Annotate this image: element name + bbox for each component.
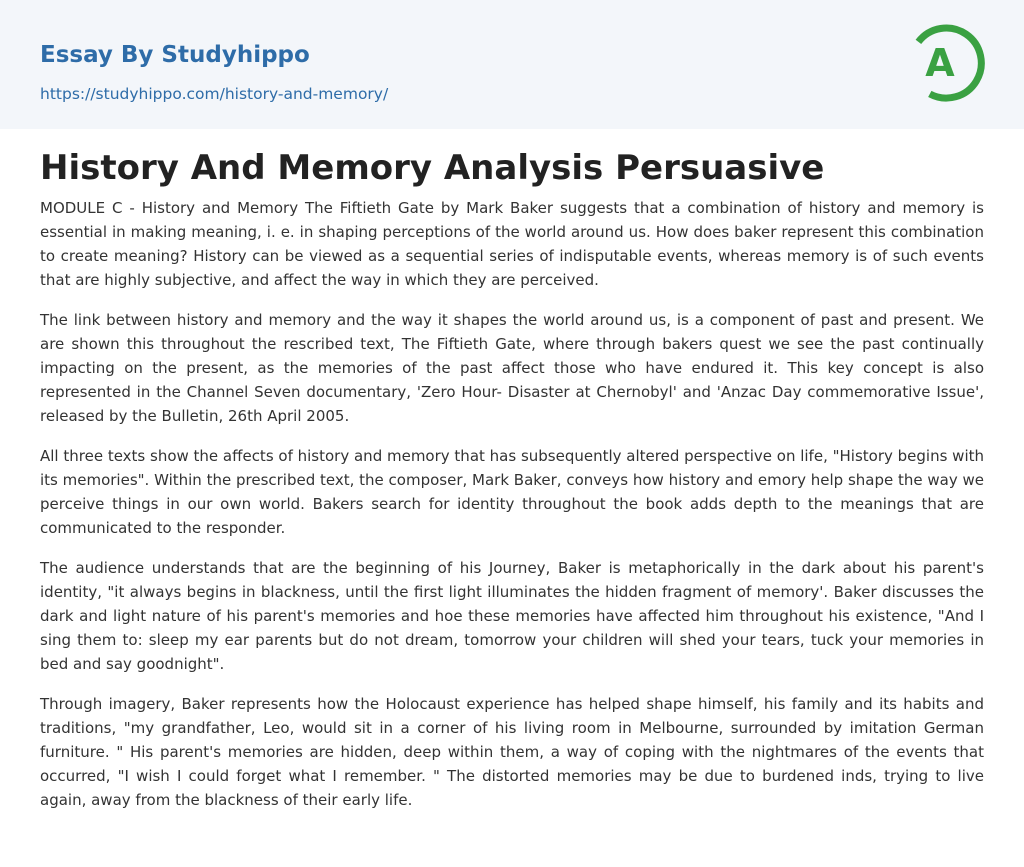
essay-title: History And Memory Analysis Persuasive: [40, 148, 825, 188]
studyhippo-logo-icon[interactable]: [913, 20, 985, 104]
essay-paragraph: The link between history and memory and the way it shapes the world around us, is a component of past and present. We are shown this throughout the rescribed text, The Fiftieth Gate, where through bakers quest we see the past continually impacting on the present, as the memories of the past affect those who have endured it. This key concept is also represented in the Channel Seven documentary, 'Zero Hour- Disaster at Chernobyl' and 'Anzac Day commemorative Issue', released by the Bulletin, 26th April 2005.: [40, 311, 984, 425]
brand-title[interactable]: Essay By Studyhippo: [40, 42, 310, 68]
essay-paragraph: The audience understands that are the beginning of his Journey, Baker is metaphorically in the dark about his parent's identity, "it always begins in blackness, until the first light illuminates the hidden fragment of memory'. Baker discusses the dark and light nature of his parent's memories and hoe these memories have affected him throughout his existence, "And I sing them to: sleep my ear parents but do not dream, tomorrow your children will shed your tears, tuck your memories in bed and say goodnight".: [40, 559, 984, 673]
essay-paragraph: MODULE C - History and Memory The Fiftieth Gate by Mark Baker suggests that a combination of history and memory is essential in making meaning, i. e. in shaping perceptions of the world around us. How does baker represent this combination to create meaning? History can be viewed as a sequential series of indisputable events, whereas memory is of such events that are highly subjective, and affect the way in which they are perceived.: [40, 199, 984, 289]
site-header: [0, 0, 1024, 129]
logo-letter: A: [925, 41, 955, 85]
essay-paragraph: Through imagery, Baker represents how the Holocaust experience has helped shape himself, his family and its habits and traditions, "my grandfather, Leo, would sit in a corner of his living room in Melbourne, surrounded by imitation German furniture. " His parent's memories are hidden, deep within them, a way of coping with the nightmares of the events that occurred, "I wish I could forget what I remember. " The distorted memories may be due to burdened inds, trying to live again, away from the blackness of their early life.: [40, 695, 984, 809]
source-url-link[interactable]: https://studyhippo.com/history-and-memory/: [40, 85, 389, 103]
essay-article: [40, 146, 984, 828]
essay-paragraph: All three texts show the affects of history and memory that has subsequently altered perspective on life, "History begins with its memories". Within the prescribed text, the composer, Mark Baker, conveys how history and emory help shape the way we perceive things in our own world. Bakers search for identity throughout the book adds depth to the meanings that are communicated to the responder.: [40, 447, 984, 537]
